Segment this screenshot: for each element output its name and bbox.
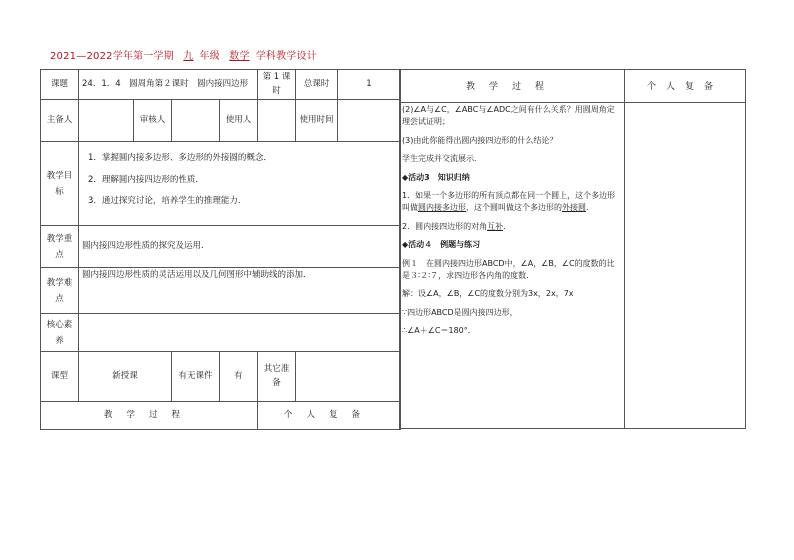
- property-pre: 2．圆内接四边形的对角: [402, 221, 488, 231]
- header-grade: 九: [183, 51, 194, 62]
- goal-item: 2．理解圆内接四边形的性质．: [88, 174, 204, 185]
- therefore-text: ∴∠A＋∠C＝180°．: [402, 326, 476, 336]
- header-years: 2021—2022: [50, 51, 113, 62]
- preparer-value: [79, 100, 134, 142]
- courseware-value: 有: [220, 352, 258, 402]
- literacy-label: 核心素养: [41, 314, 79, 352]
- goal-item: 3．通过探究讨论，培养学生的推理能力．: [88, 196, 247, 207]
- user-value: [258, 100, 296, 142]
- since-text: ∵四边形ABCD是圆内接四边形，: [402, 307, 518, 317]
- exchange-text: 学生完成并交流展示．: [402, 154, 482, 164]
- header-term: 学年第一学期: [112, 51, 174, 62]
- total-value: 1: [338, 70, 401, 100]
- definition-blank-1: 圆内接多边形: [418, 203, 466, 213]
- question-3: (3)由此你能得出圆内接四边形的什么结论？: [402, 135, 558, 145]
- other-value: [296, 352, 401, 402]
- panel-head-notes: 个人复备: [646, 82, 723, 92]
- question-2: (2)∠A与∠C，∠ABC与∠ADC之间有什么关系？用圆周角定理尝试证明；: [402, 105, 615, 127]
- teaching-process-panel: [399, 69, 746, 429]
- goals-list: [79, 142, 401, 226]
- document-header: [50, 47, 317, 62]
- difficulty-value: 圆内接四边形性质的灵活运用以及几何图形中辅助线的添加．: [79, 268, 401, 314]
- reviewer-value: [172, 100, 220, 142]
- topic-value: 24．1．4 圆周角第２课时 圆内接四边形: [79, 70, 258, 100]
- user-label: 使用人: [220, 100, 258, 142]
- property-blank: 互补: [487, 221, 504, 231]
- goal-item: 1．掌握圆内接多边形、多边形的外接圆的概念．: [88, 153, 272, 164]
- lesson-info-table: [40, 69, 401, 430]
- header-grade-suffix: 年级: [199, 51, 220, 62]
- total-label: 总课时: [296, 70, 338, 100]
- property-end: ．: [503, 221, 512, 231]
- goals-label: 教学目标: [41, 142, 79, 226]
- literacy-value: [79, 314, 401, 352]
- type-label: 课型: [41, 352, 79, 402]
- definition-blank-2: 外接圆: [562, 203, 586, 213]
- time-label: 使用时间: [296, 100, 338, 142]
- solution-text: 解：设∠A，∠B，∠C的度数分别为3x，2x，7x: [402, 289, 574, 299]
- activity-4-title: ◆活动４ 例题与练习: [402, 240, 481, 250]
- preparer-label: 主备人: [41, 100, 79, 142]
- panel-divider: [624, 70, 625, 428]
- panel-body: [402, 104, 621, 343]
- panel-head-process: 教学过程: [465, 82, 558, 92]
- definition-pre: 1．如果一个多边形的所有顶点都在同一个圆上，这个多边形叫做: [402, 190, 616, 213]
- example-text: 例１ 在圆内接四边形ABCD中，∠A，∠B，∠C的度数的比是３∶２∶７，求四边形各内角的度数．: [402, 258, 615, 280]
- definition-end: ．: [586, 203, 594, 213]
- definition-mid: ，这个圆叫做这个多边形的: [466, 203, 562, 213]
- other-label: 其它准备: [258, 352, 296, 402]
- footer-notes: 个人复备: [258, 402, 401, 430]
- header-subject-suffix: 学科教学设计: [255, 51, 317, 62]
- time-value: [338, 100, 401, 142]
- key-value: 圆内接四边形性质的探究及运用．: [79, 226, 401, 268]
- definition-text: [402, 190, 621, 215]
- type-value: 新授课: [79, 352, 172, 402]
- topic-label: 课题: [41, 70, 79, 100]
- key-label: 教学重点: [41, 226, 79, 268]
- activity-3-title: ◆活动3 知识归纳: [402, 172, 470, 182]
- courseware-label: 有无课件: [172, 352, 220, 402]
- property-text: [402, 221, 621, 233]
- header-subject: 数学: [229, 51, 250, 62]
- reviewer-label: 审核人: [134, 100, 172, 142]
- difficulty-label: 教学难点: [41, 268, 79, 314]
- lesson-label: 第 1 课时: [258, 70, 296, 100]
- footer-process: 教学过程: [41, 402, 258, 430]
